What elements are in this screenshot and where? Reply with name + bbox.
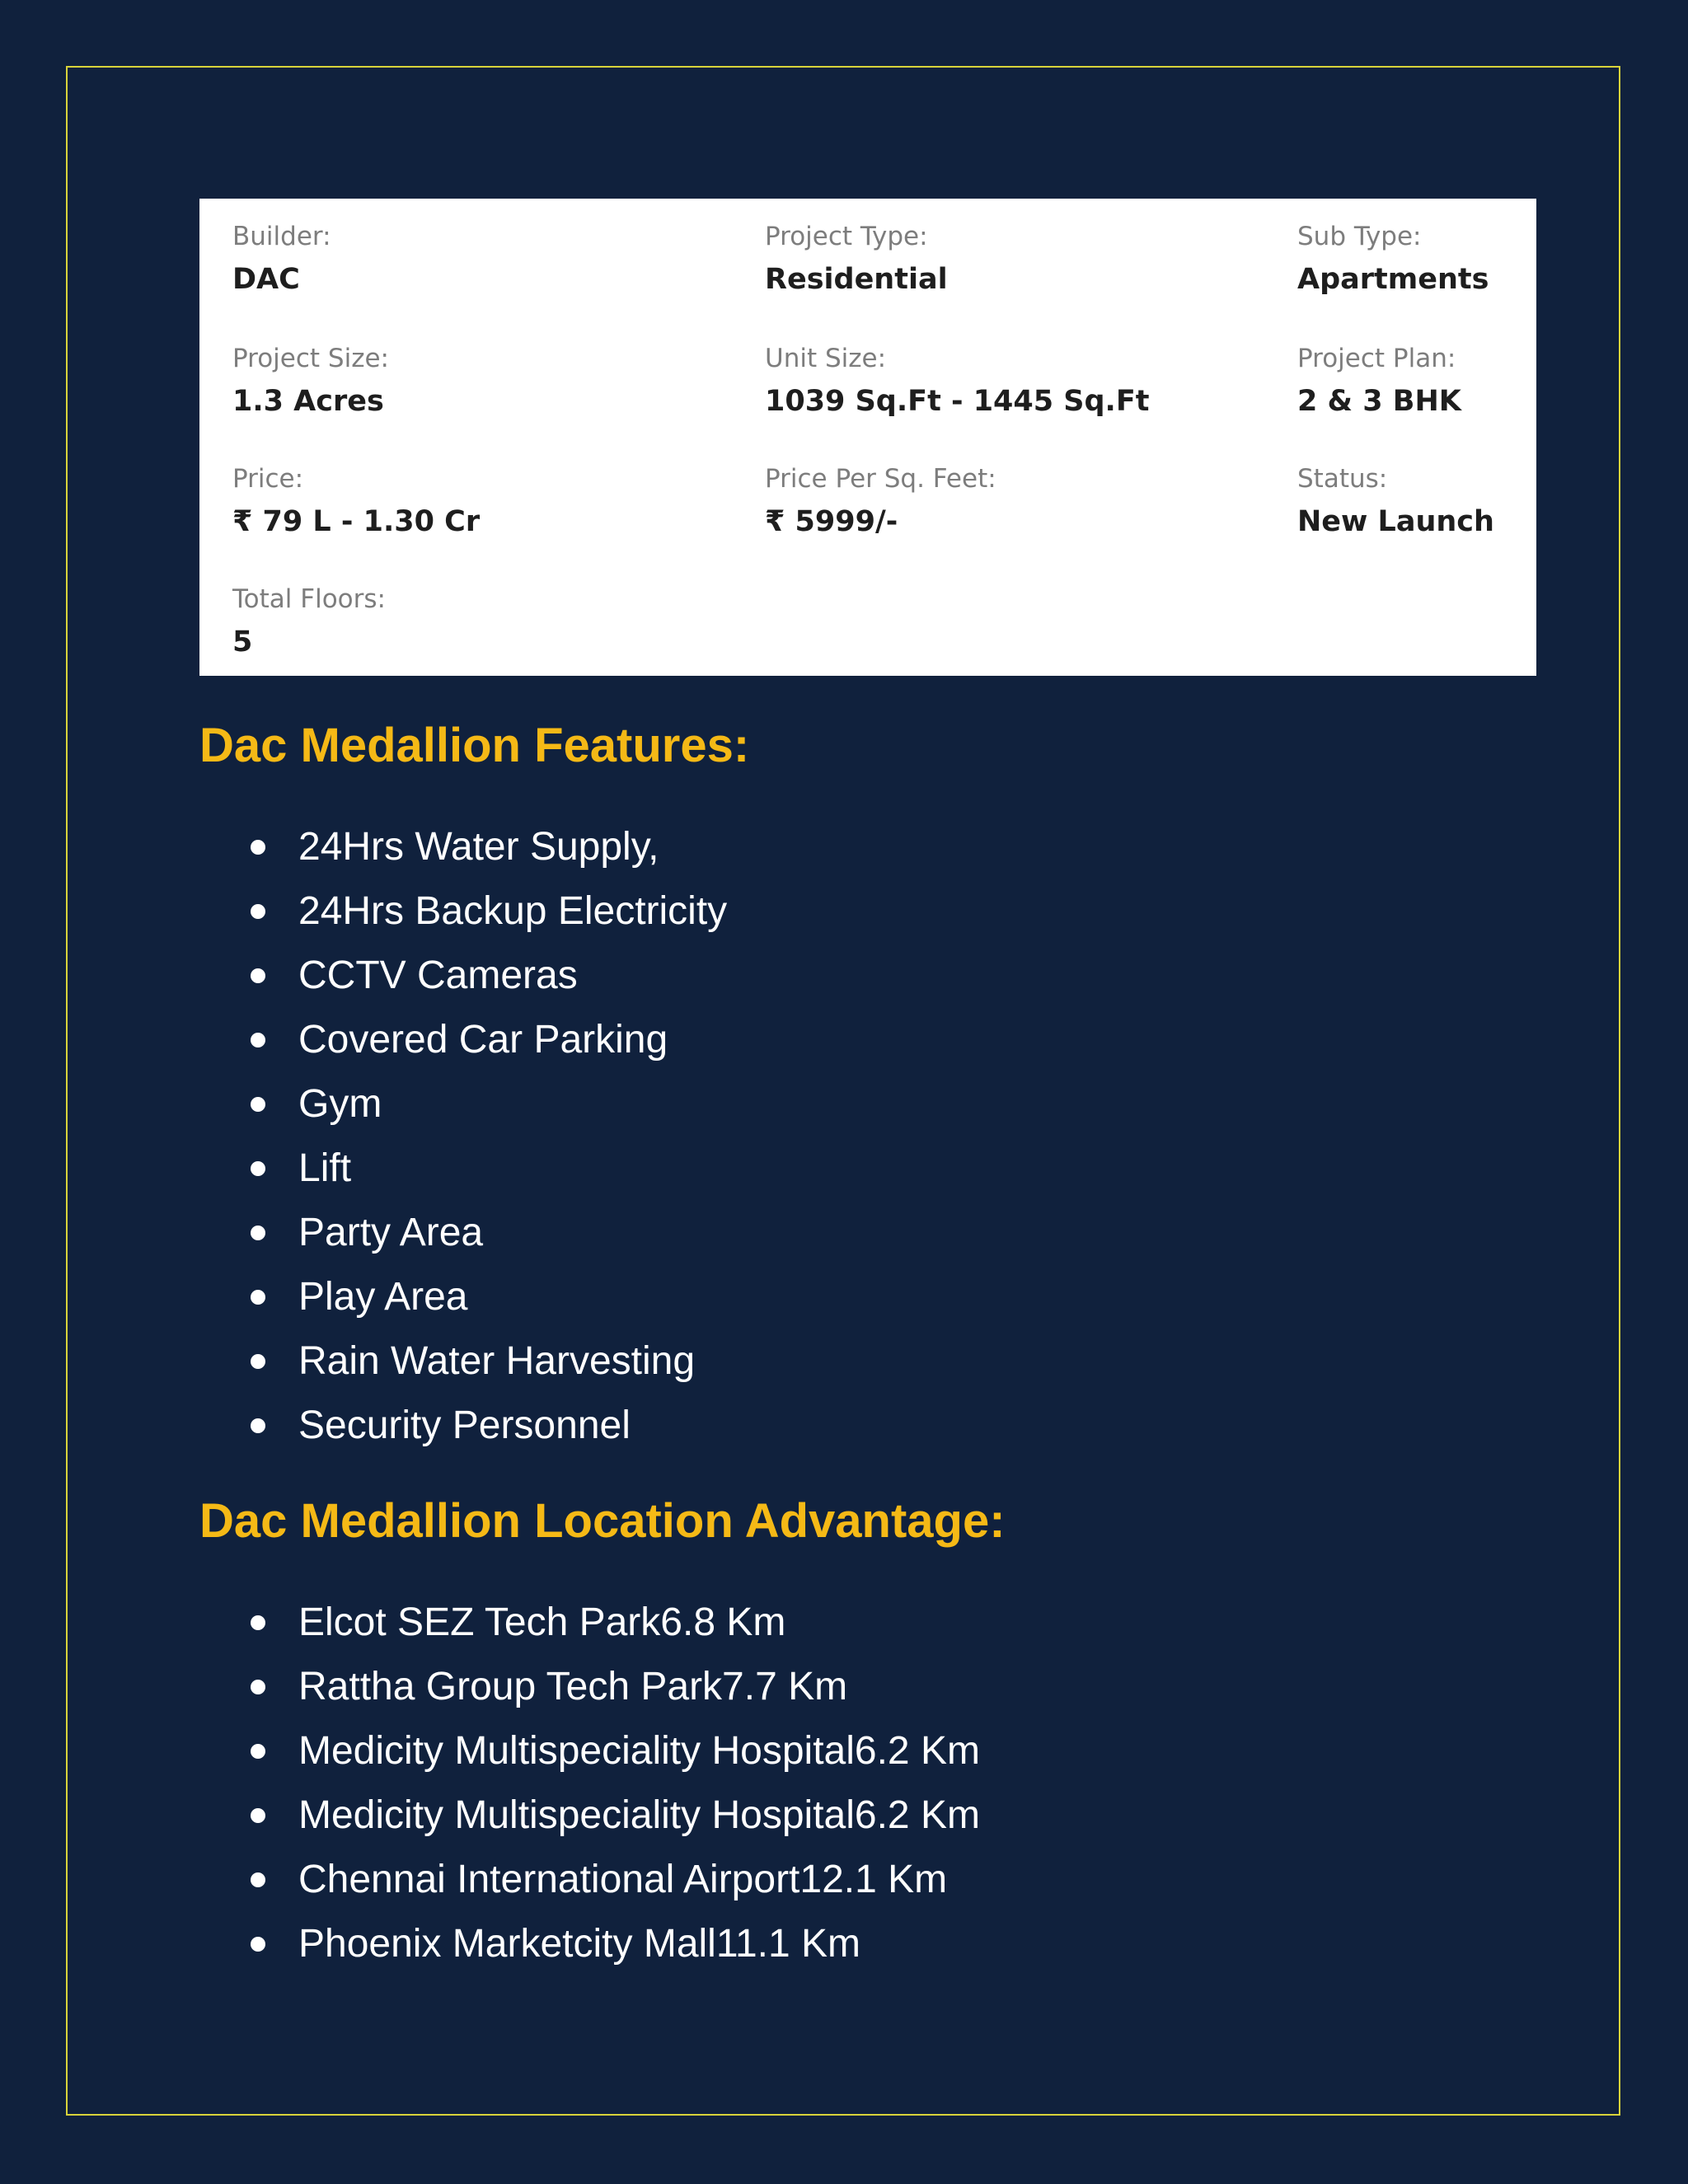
bullet-icon [251,1418,265,1433]
info-project-type [765,220,948,298]
info-label: Status: [1297,464,1388,494]
bullet-icon [251,1615,265,1630]
info-label: Project Plan: [1297,344,1456,373]
bullet-icon [251,1937,265,1952]
bullet-icon [251,904,265,919]
project-info-card [199,199,1536,676]
info-label: Price Per Sq. Feet: [765,464,996,494]
location-heading: Dac Medallion Location Advantage: [199,1494,1006,1548]
features-heading: Dac Medallion Features: [199,719,750,772]
info-builder [232,220,331,298]
bullet-icon [251,1097,265,1112]
info-value: ₹ 5999/- [765,505,898,538]
info-project-plan [1297,342,1461,419]
bullet-icon [251,1808,265,1823]
bullet-icon [251,1161,265,1176]
bullet-icon [251,968,265,983]
info-value: New Launch [1297,505,1494,538]
info-value: Apartments [1297,263,1489,296]
info-label: Builder: [232,222,331,251]
info-price-per-sqft [765,462,996,540]
info-label: Project Type: [765,222,928,251]
bullet-icon [251,1033,265,1047]
bullet-icon [251,1744,265,1759]
bullet-icon [251,1872,265,1887]
info-total-floors [232,583,386,660]
info-price [232,462,480,540]
bullet-icon [251,1290,265,1305]
bullet-icon [251,1680,265,1694]
bullet-icon [251,1226,265,1240]
info-sub-type [1297,220,1489,298]
info-value: 1039 Sq.Ft - 1445 Sq.Ft [765,385,1150,418]
info-label: Price: [232,464,304,494]
info-unit-size [765,342,1149,419]
info-project-size [232,342,389,419]
info-label: Sub Type: [1297,222,1422,251]
info-label: Total Floors: [232,584,386,614]
info-value: DAC [232,263,300,296]
bullet-icon [251,1354,265,1369]
info-value: 1.3 Acres [232,385,384,418]
info-value: Residential [765,263,948,296]
info-status [1297,462,1494,540]
info-label: Project Size: [232,344,389,373]
info-label: Unit Size: [765,344,887,373]
info-value: ₹ 79 L - 1.30 Cr [232,505,481,538]
info-value: 2 & 3 BHK [1297,385,1461,418]
info-value: 5 [232,626,253,658]
bullet-icon [251,840,265,855]
